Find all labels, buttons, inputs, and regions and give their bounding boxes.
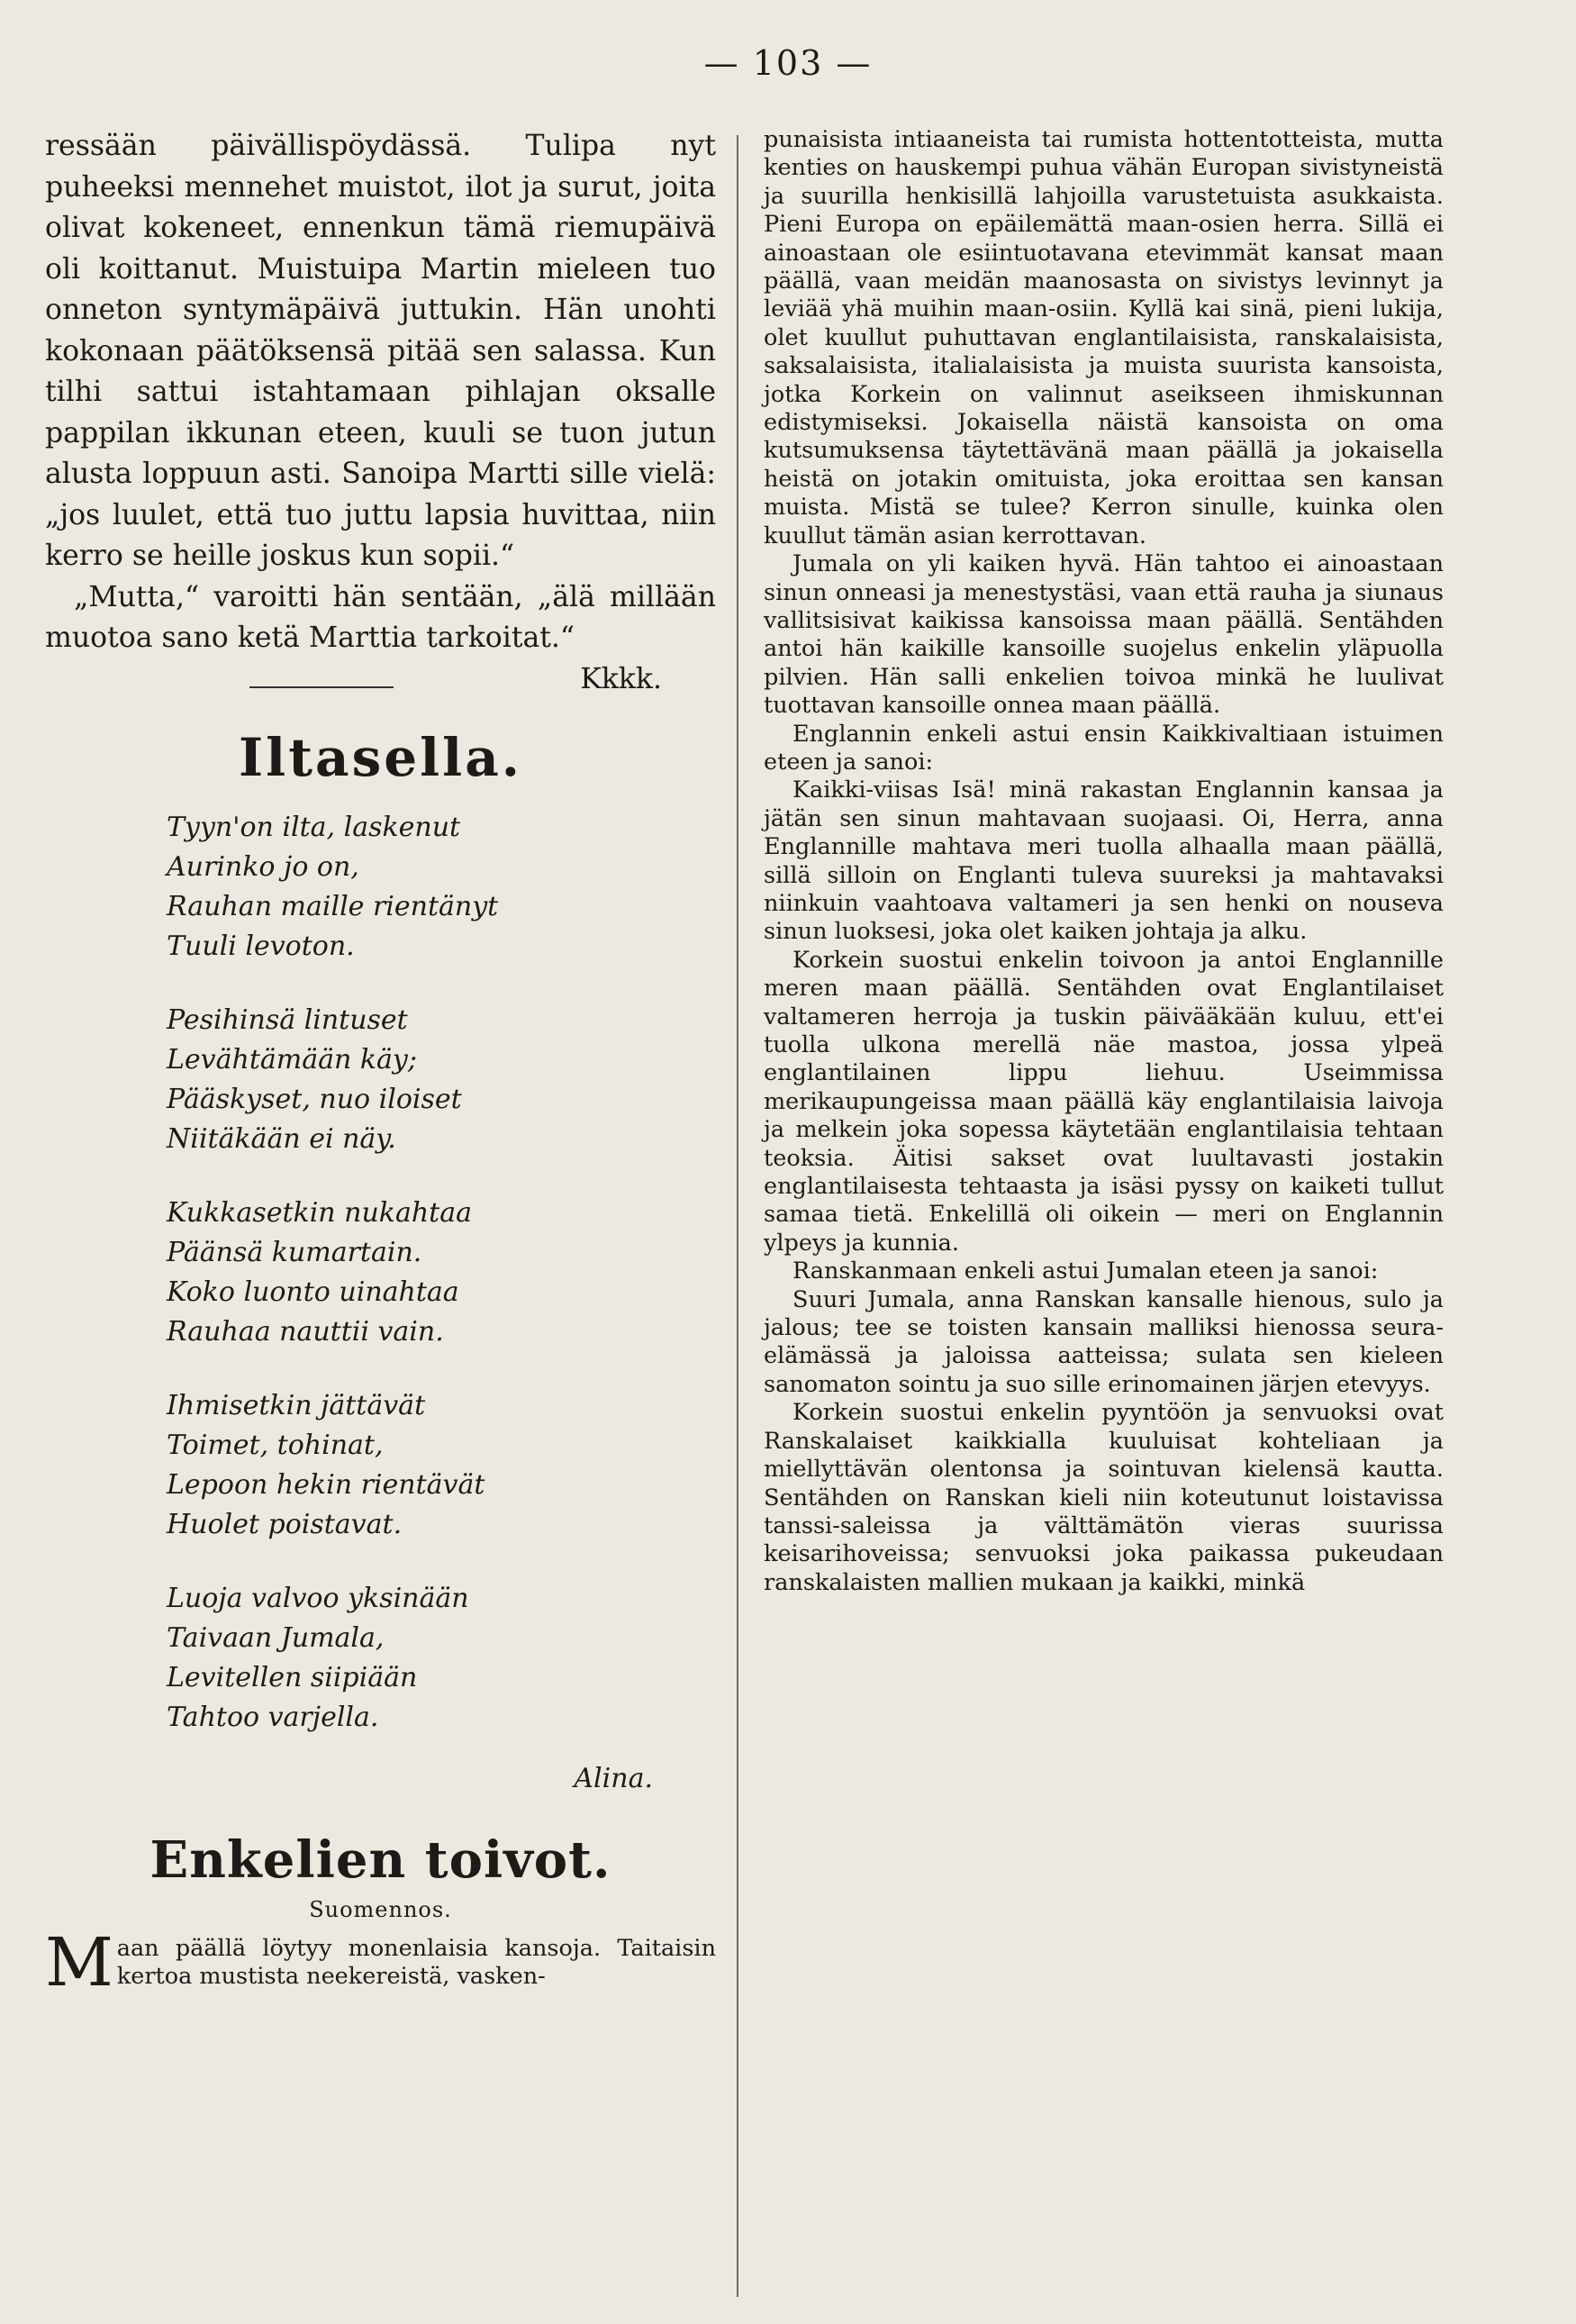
poem-line: Aurinko jo on,	[167, 851, 359, 883]
left-column	[45, 126, 716, 2002]
poem-line: Niitäkään ei näy.	[167, 1123, 396, 1155]
article-paragraph-7: Suuri Jumala, anna Ranskan kansalle hienous, sulo ja jalous; tee se toisten kansain malliksi hienossa seura-elämässä ja jaloissa aatteissa; sulata sen kieleen sanomaton sointu ja suo sille erinomainen järjen etevyys.	[764, 1285, 1444, 1398]
article-paragraph-1: punaisista intiaaneista tai rumista hottentotteista, mutta kenties on hauskempi puhua vähän Europan sivistyneistä ja suurilla henkisillä lahjoilla varustetuista asukkaista. Pieni Europa on epäilemättä maan-osien herra. Sillä ei ainoastaan ole esiintuotavana etevimmät kansat maan päällä, vaan meidän maanosasta on sivistys levinnyt ja leviää yhä muihin maan-osiin. Kyllä kai sinä, pieni lukija, olet kuullut puhuttavan englantilaisista, ranskalaisista, saksalaisista, italialaisista ja muista suurista kansoista, jotka Korkein on valinnut aseikseen ihmiskunnan edistymiseksi. Jokaisella näistä kansoista on oma kutsumuksensa täytettävänä maan päällä ja jokaisella heistä on jotakin omituista, joka eroittaa sen kansan muista. Mistä se tulee? Kerron sinulle, kuinka olen kuullut tämän asian kerrottavan.	[764, 126, 1444, 549]
article-paragraph-2: Jumala on yli kaiken hyvä. Hän tahtoo ei ainoastaan sinun onneasi ja menestystäsi, vaan että rauha ja siunaus vallitsisivat kaikissa kansoissa maan päällä. Sentähden antoi hän kaikille kansoille suojelus enkelin yläpuolla pilvien. Hän salli enkelien toivoa minkä he luulivat tuottavan kansoille onnea maan päällä.	[764, 550, 1444, 720]
poem-author: Alina.	[574, 1763, 653, 1794]
article-paragraph-8: Korkein suostui enkelin pyyntöön ja senvuoksi ovat Ranskalaiset kaikkialla kuuluisat kohteliaan ja miellyttävän olentonsa ja sointuvan kielensä kautta. Sentähden on Ranskan kieli niin koteutunut loistavissa tanssi-saleissa ja välttämätön vieras suurissa keisarihoveissa; senvuoksi joka paikassa pukeudaan ranskalaisten mallien mukaan ja kaikki, minkä	[764, 1399, 1444, 1596]
poem-line: Luoja valvoo yksinään	[167, 1583, 469, 1614]
story-paragraph-2: „Mutta,“ varoitti hän sentään, „älä millään muotoa sano ketä Marttia tarkoitat.“	[45, 580, 716, 654]
poem-line: Tyyn'on ilta, laskenut	[167, 812, 461, 843]
article-paragraph-4: Kaikki-viisas Isä! minä rakastan Englannin kansaa ja jätän sen sinun mahtavaan suojaasi. Oi, Herra, anna Englannille mahtava meri tuolla alhaalla maan päällä, sillä silloin on Englanti tuleva suureksi ja mahtavaksi niinkuin vaahtoava valtameri ja sen henki on nouseva sinun luoksesi, joka olet kaiken johtaja ja alku.	[764, 776, 1444, 946]
poem-line: Lepoon hekin rientävät	[167, 1469, 485, 1501]
poem-line: Huolet poistavat.	[167, 1509, 403, 1540]
article-paragraph-6: Ranskanmaan enkeli astui Jumalan eteen ja sanoi:	[793, 1257, 1379, 1285]
poem-line: Levitellen siipiään	[167, 1662, 418, 1693]
poem-title: Iltasella.	[239, 727, 522, 788]
poem-stanza-2	[167, 1001, 716, 1159]
story-signature-line	[45, 659, 716, 701]
article-title: Enkelien toivot.	[149, 1830, 611, 1890]
poem-stanza-1	[167, 808, 716, 967]
drop-cap: M	[45, 1924, 113, 2002]
article-paragraph-5: Korkein suostui enkelin toivoon ja antoi Englannille meren maan päällä. Sentähden ovat Englantilaiset valtameren herroja ja tuskin päivääkään kuluu, ett'ei tuolla ulkona merellä näe mastoa, jossa ylpeä englantilainen lippu liehuu. Useimmissa merikaupungeissa maan päällä käy englantilaisia laivoja ja melkein joka sopessa käytetään englantilaisia tehtaan teoksia. Äitisi sakset ovat luultavasti jostakin englantilaisesta tehtaasta ja isäsi pyssy on kaiketi tullut samaa tietä. Enkelillä oli oikein — meri on Englannin ylpeys ja kunnia.	[764, 946, 1444, 1257]
poem-stanza-3	[167, 1194, 716, 1352]
section-rule	[249, 686, 394, 688]
story-signature: Kkkk.	[580, 662, 662, 695]
article-paragraph-3: Englannin enkeli astui ensin Kaikkivaltiaan istuimen eteen ja sanoi:	[764, 720, 1444, 776]
article-opening	[45, 1924, 716, 2002]
poem-line: Levähtämään käy;	[167, 1044, 417, 1076]
poem-line: Tuuli levoton.	[167, 931, 355, 962]
poem-line: Taivaan Jumala,	[167, 1622, 385, 1654]
poem-line: Koko luonto uinahtaa	[167, 1276, 459, 1308]
article-opening-text: aan päällä löytyy monenlaisia kansoja. Taitaisin kertoa mustista neekereistä, vasken-	[116, 1935, 716, 1991]
poem-line: Rauhaa nauttii vain.	[167, 1316, 444, 1348]
poem-line: Pesihinsä lintuset	[167, 1004, 408, 1036]
right-column	[764, 126, 1444, 1597]
story-ending	[45, 126, 716, 700]
poem	[167, 808, 716, 1738]
poem-line: Ihmisetkin jättävät	[167, 1390, 426, 1421]
poem-line: Päänsä kumartain.	[167, 1237, 422, 1268]
poem-line: Rauhan maille rientänyt	[167, 891, 499, 922]
poem-line: Pääskyset, nuo iloiset	[167, 1084, 462, 1115]
article-subtitle: Suomennos.	[309, 1897, 452, 1922]
story-paragraph-1: ressään päivällispöydässä. Tulipa nyt puheeksi mennehet muistot, ilot ja surut, joita olivat kokeneet, ennenkun tämä riemupäivä oli koittanut. Muistuipa Martin mieleen tuo onneton syntymäpäivä juttukin. Hän unohti kokonaan päätöksensä pitää sen salassa. Kun tilhi sattui istahtamaan pihlajan oksalle pappilan ikkunan eteen, kuuli se tuon jutun alusta loppuun asti. Sanoipa Martti sille vielä: „jos luulet, että tuo juttu lapsia huvittaa, niin kerro se heille joskus kun sopii.“	[45, 130, 716, 572]
poem-line: Kukkasetkin nukahtaa	[167, 1197, 473, 1229]
column-divider	[737, 135, 738, 2297]
poem-line: Tahtoo varjella.	[167, 1702, 379, 1733]
page-number: — 103 —	[703, 43, 873, 83]
poem-stanza-4	[167, 1386, 716, 1545]
poem-stanza-5	[167, 1579, 716, 1738]
poem-line: Toimet, tohinat,	[167, 1430, 384, 1461]
